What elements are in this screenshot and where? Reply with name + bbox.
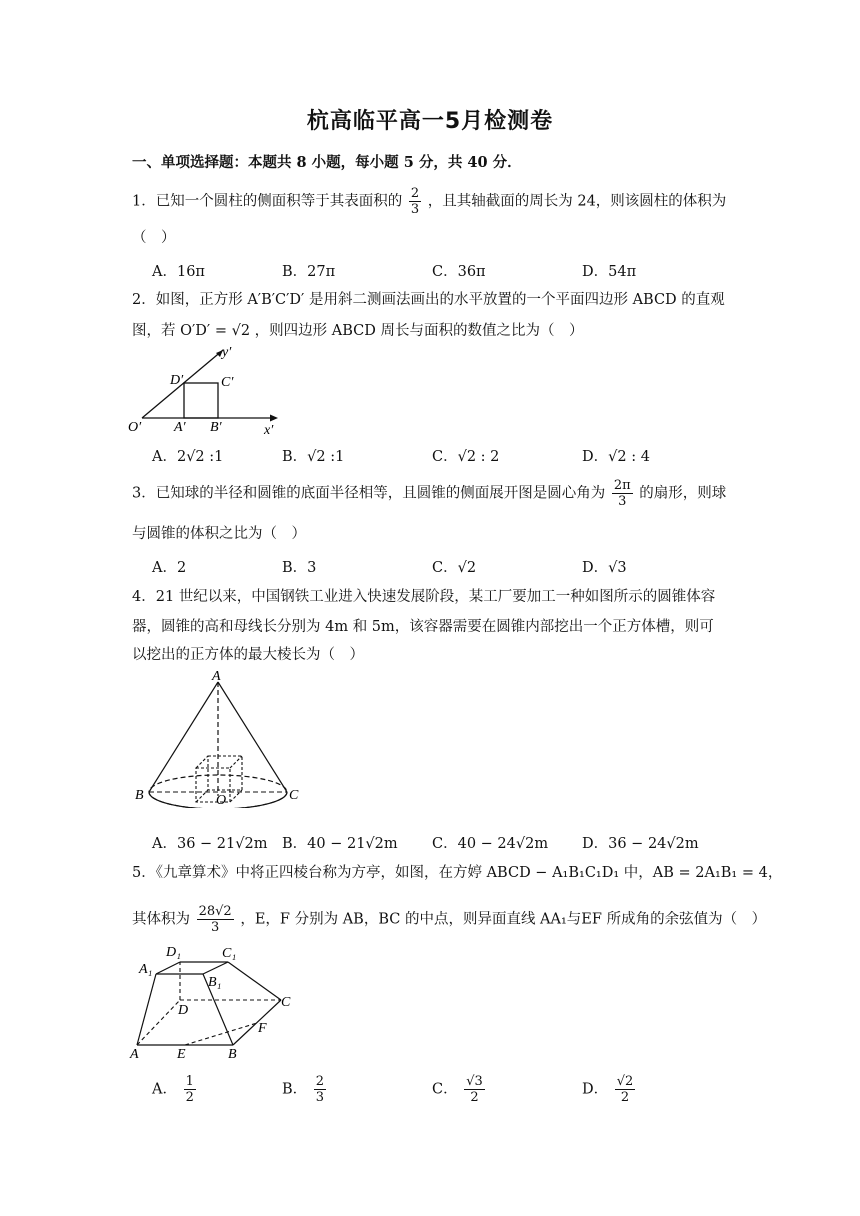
q5-frac-den: 3 bbox=[211, 920, 220, 935]
label-y-prime: y′ bbox=[222, 345, 232, 360]
q2-option-d: D．√2 : 4 bbox=[582, 449, 650, 465]
question-4-line-3: 以挖出的正方体的最大棱长为（ ） bbox=[132, 647, 364, 663]
q5-option-c-den: 2 bbox=[470, 1090, 479, 1105]
q3-option-c: C．√2 bbox=[432, 560, 477, 576]
q3-fraction bbox=[612, 478, 633, 509]
question-4-line-1: 4．21 世纪以来，中国钢铁工业进入快速发展阶段，某工厂要加工一种如图所示的圆锥体容 bbox=[132, 589, 716, 605]
q1-option-d: D．54π bbox=[582, 264, 637, 280]
q2-oblique-figure bbox=[126, 342, 286, 438]
question-5-line-1: 5．《九章算术》中将正四棱台称为方亭，如图，在方婷 ABCD − A₁B₁C₁D₁ 中，AB = 2A₁B₁ = 4， bbox=[132, 865, 783, 881]
label-d-prime: D′ bbox=[170, 373, 184, 388]
q1-option-b: B．27π bbox=[282, 264, 336, 280]
question-5-line-2 bbox=[132, 904, 766, 935]
label-c: C bbox=[281, 995, 291, 1010]
q4-option-b: B．40 − 21√2m bbox=[282, 836, 398, 852]
q5-option-c-fraction bbox=[464, 1074, 485, 1105]
label-d: D bbox=[178, 1003, 189, 1018]
q2-option-a: A．2√2 :1 bbox=[152, 449, 224, 465]
label-cone-c: C bbox=[289, 788, 299, 803]
q5-option-a bbox=[152, 1074, 198, 1105]
q3-text-a: 3．已知球的半径和圆锥的底面半径相等，且圆锥的侧面展开图是圆心角为 bbox=[132, 485, 606, 502]
q5-option-a-letter: A． bbox=[152, 1081, 177, 1098]
label-cone-b: B bbox=[135, 788, 144, 803]
label-e: E bbox=[177, 1047, 186, 1062]
q5-option-c-num: √3 bbox=[466, 1074, 483, 1089]
q1-frac-num: 2 bbox=[410, 186, 420, 201]
label-cone-center-o: O bbox=[216, 793, 227, 808]
q5-frustum-figure bbox=[128, 940, 300, 1064]
q2-option-c: C．√2 : 2 bbox=[432, 449, 500, 465]
label-a1: A₁ bbox=[139, 962, 153, 977]
question-2-line-2: 图，若 O′D′ = √2 ，则四边形 ABCD 周长与面积的数值之比为（ ） bbox=[132, 323, 584, 339]
label-f: F bbox=[258, 1021, 267, 1036]
q5-option-d bbox=[582, 1074, 637, 1105]
label-d1: D₁ bbox=[166, 945, 181, 960]
q1-option-a: A．16π bbox=[152, 264, 205, 280]
label-c1: C₁ bbox=[222, 946, 237, 961]
q5-text-a: 其体积为 bbox=[132, 911, 190, 928]
q5-option-b bbox=[282, 1074, 328, 1105]
q2-option-b: B．√2 :1 bbox=[282, 449, 345, 465]
q5-option-b-den: 3 bbox=[315, 1090, 325, 1105]
question-4-line-2: 器，圆锥的高和母线长分别为 4m 和 5m，该容器需要在圆锥内部挖出一个正方体槽，则可 bbox=[132, 619, 714, 635]
q1-option-c: C．36π bbox=[432, 264, 486, 280]
label-a: A bbox=[130, 1047, 139, 1062]
section-heading: 一、单项选择题：本题共 8 小题，每小题 5 分，共 40 分． bbox=[132, 154, 522, 171]
q5-option-d-fraction bbox=[615, 1074, 636, 1105]
label-b-prime: B′ bbox=[210, 420, 222, 435]
q4-option-c: C．40 − 24√2m bbox=[432, 836, 549, 852]
label-c-prime: C′ bbox=[221, 375, 234, 390]
q5-option-a-num: 1 bbox=[185, 1074, 194, 1089]
q1-text-b: ，且其轴截面的周长为 24，则该圆柱的体积为 bbox=[427, 193, 727, 210]
page-title: 杭高临平高一5月检测卷 bbox=[306, 109, 554, 134]
label-a-prime: A′ bbox=[174, 420, 186, 435]
label-b1: B₁ bbox=[208, 975, 222, 990]
q5-option-b-fraction bbox=[314, 1074, 326, 1105]
q1-frac-den: 3 bbox=[410, 202, 420, 217]
question-3-line-2: 与圆锥的体积之比为（ ） bbox=[132, 526, 306, 542]
q5-option-d-den: 2 bbox=[620, 1090, 630, 1105]
q1-text-a: 1．已知一个圆柱的侧面积等于其表面积的 bbox=[132, 193, 403, 210]
question-2-line-1: 2．如图，正方形 A′B′C′D′ 是用斜二测画法画出的水平放置的一个平面四边形 ABCD 的直观 bbox=[132, 292, 725, 308]
q3-frac-num: 2π bbox=[613, 478, 631, 493]
label-o-prime: O′ bbox=[128, 420, 142, 435]
q1-fraction bbox=[409, 186, 421, 217]
q3-option-b: B．3 bbox=[282, 560, 317, 576]
label-cone-apex-a: A bbox=[212, 669, 221, 684]
q5-option-c-letter: C． bbox=[432, 1081, 458, 1098]
q5-option-c bbox=[432, 1074, 487, 1105]
label-x-prime: x′ bbox=[264, 423, 274, 438]
q5-option-a-den: 2 bbox=[185, 1090, 194, 1105]
q5-option-d-letter: D． bbox=[582, 1081, 609, 1098]
q3-text-b: 的扇形，则球 bbox=[639, 485, 727, 502]
question-1-line-1 bbox=[132, 186, 726, 217]
q3-option-d: D．√3 bbox=[582, 560, 627, 576]
q4-option-d: D．36 − 24√2m bbox=[582, 836, 699, 852]
q5-text-b: ，E，F 分别为 AB，BC 的中点，则异面直线 AA₁与EF 所成角的余弦值为（ ） bbox=[240, 911, 767, 928]
q5-option-b-letter: B． bbox=[282, 1081, 308, 1098]
q4-option-a: A．36 − 21√2m bbox=[152, 836, 268, 852]
question-3-line-1 bbox=[132, 478, 726, 509]
q4-cone-figure bbox=[132, 668, 308, 808]
q5-frac-num: 28√2 bbox=[198, 904, 232, 919]
q5-option-a-fraction bbox=[184, 1074, 196, 1105]
q3-frac-den: 3 bbox=[618, 494, 627, 509]
q3-option-a: A．2 bbox=[152, 560, 187, 576]
q5-option-b-num: 2 bbox=[315, 1074, 325, 1089]
question-1-line-2: （ ） bbox=[132, 230, 176, 246]
label-b: B bbox=[228, 1047, 237, 1062]
q5-fraction bbox=[197, 904, 234, 935]
q5-option-d-num: √2 bbox=[616, 1074, 634, 1089]
